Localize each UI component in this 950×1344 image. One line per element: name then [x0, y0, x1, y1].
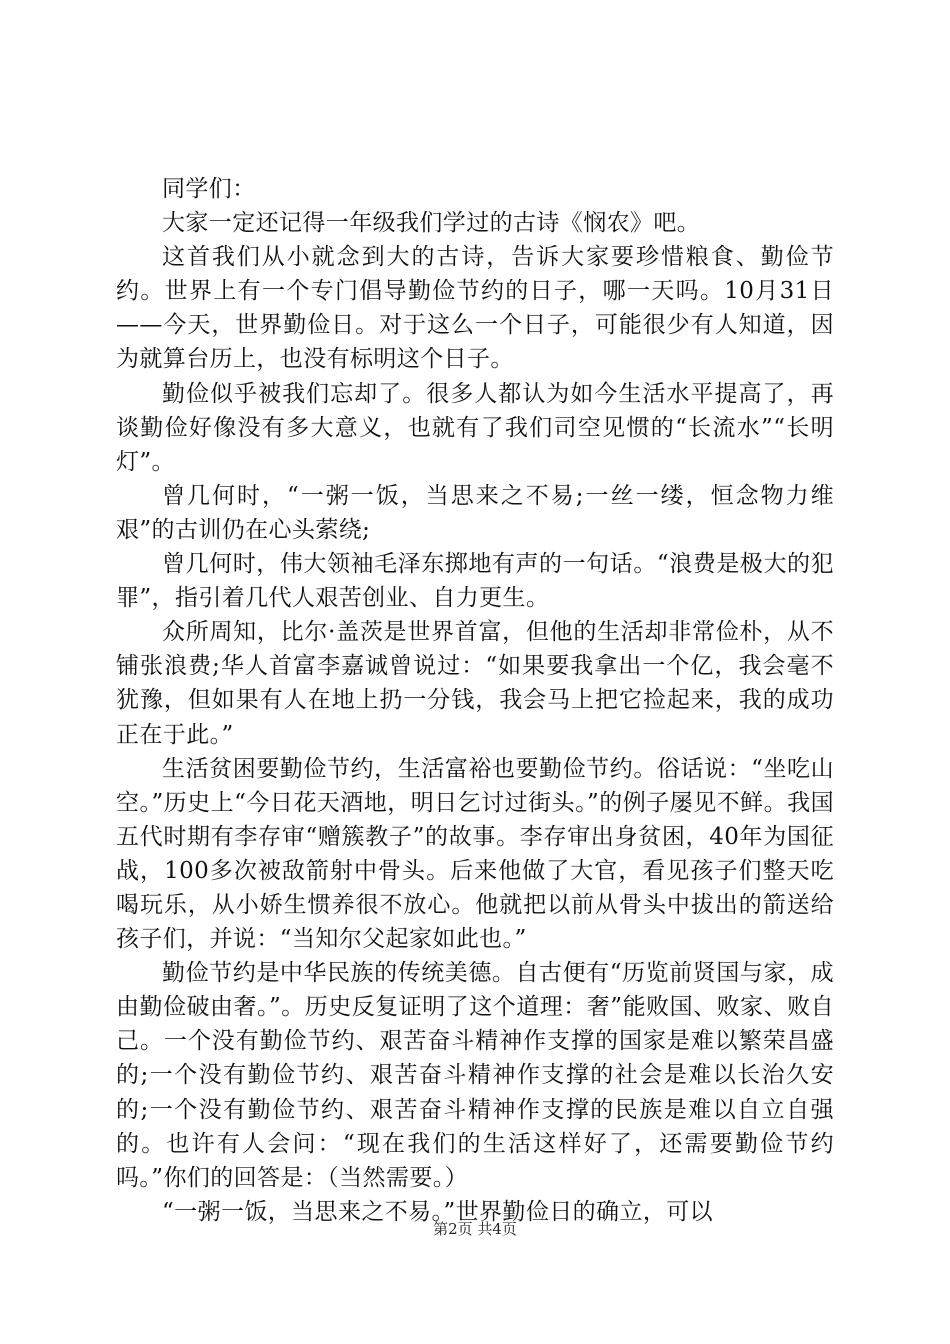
paragraph: 勤俭似乎被我们忘却了。很多人都认为如今生活水平提高了，再谈勤俭好像没有多大意义，也就有了我们司空见惯的“长流水”“长明灯”。: [116, 380, 834, 475]
paragraph: “一粥一饭，当思来之不易。”世界勤俭日的确立，可以: [162, 1198, 714, 1225]
paragraph: 曾几何时，伟大领袖毛泽东掷地有声的一句话。“浪费是极大的犯罪”，指引着几代人艰苦创业、自力更生。: [116, 551, 834, 612]
paragraph: 这首我们从小就念到大的古诗，告诉大家要珍惜粮食、勤俭节约。世界上有一个专门倡导勤俭节约的日子，哪一天吗。10月31日——今天，世界勤俭日。对于这么一个日子，可能很少有人知道，因为就算台历上，也没有标明这个日子。: [116, 244, 834, 373]
paragraph: 勤俭节约是中华民族的传统美德。自古便有“历览前贤国与家，成由勤俭破由奢。”。历史反复证明了这个道理：奢”能败国、败家、败自己。一个没有勤俭节约、艰苦奋斗精神作支撑的国家是难以繁荣昌盛的;一个没有勤俭节约、艰苦奋斗精神作支撑的社会是难以长治久安的;一个没有勤俭节约、艰苦奋斗精神作支撑的民族是难以自立自强的。也许有人会问：“现在我们的生活这样好了，还需要勤俭节约吗。”你们的回答是：（当然需要。）: [116, 960, 834, 1191]
paragraph: 众所周知，比尔·盖茨是世界首富，但他的生活却非常俭朴，从不铺张浪费;华人首富李嘉诚曾说过：“如果要我拿出一个亿，我会毫不犹豫，但如果有人在地上扔一分钱，我会马上把它捡起来，我的成功正在于此。”: [116, 619, 834, 748]
paragraph: 大家一定还记得一年级我们学过的古诗《悯农》吧。: [162, 210, 701, 237]
paragraph: 同学们：: [162, 176, 256, 202]
paragraph: 曾几何时，“一粥一饭，当思来之不易;一丝一缕，恒念物力维艰”的古训仍在心头萦绕;: [116, 482, 834, 543]
document-body: [116, 172, 834, 1229]
page-number-footer: 第2页 共4页: [433, 1220, 517, 1238]
paragraph: 生活贫困要勤俭节约，生活富裕也要勤俭节约。俗话说：“坐吃山空。”历史上“今日花天酒地，明日乞讨过街头。”的例子屡见不鲜。我国五代时期有李存审“赠簇教子”的故事。李存审出身贫困，40年为国征战，100多次被敌箭射中骨头。后来他做了大官，看见孩子们整天吃喝玩乐，从小娇生惯养很不放心。他就把以前从骨头中拔出的箭送给孩子们，并说：“当知尔父起家如此也。”: [116, 755, 834, 953]
